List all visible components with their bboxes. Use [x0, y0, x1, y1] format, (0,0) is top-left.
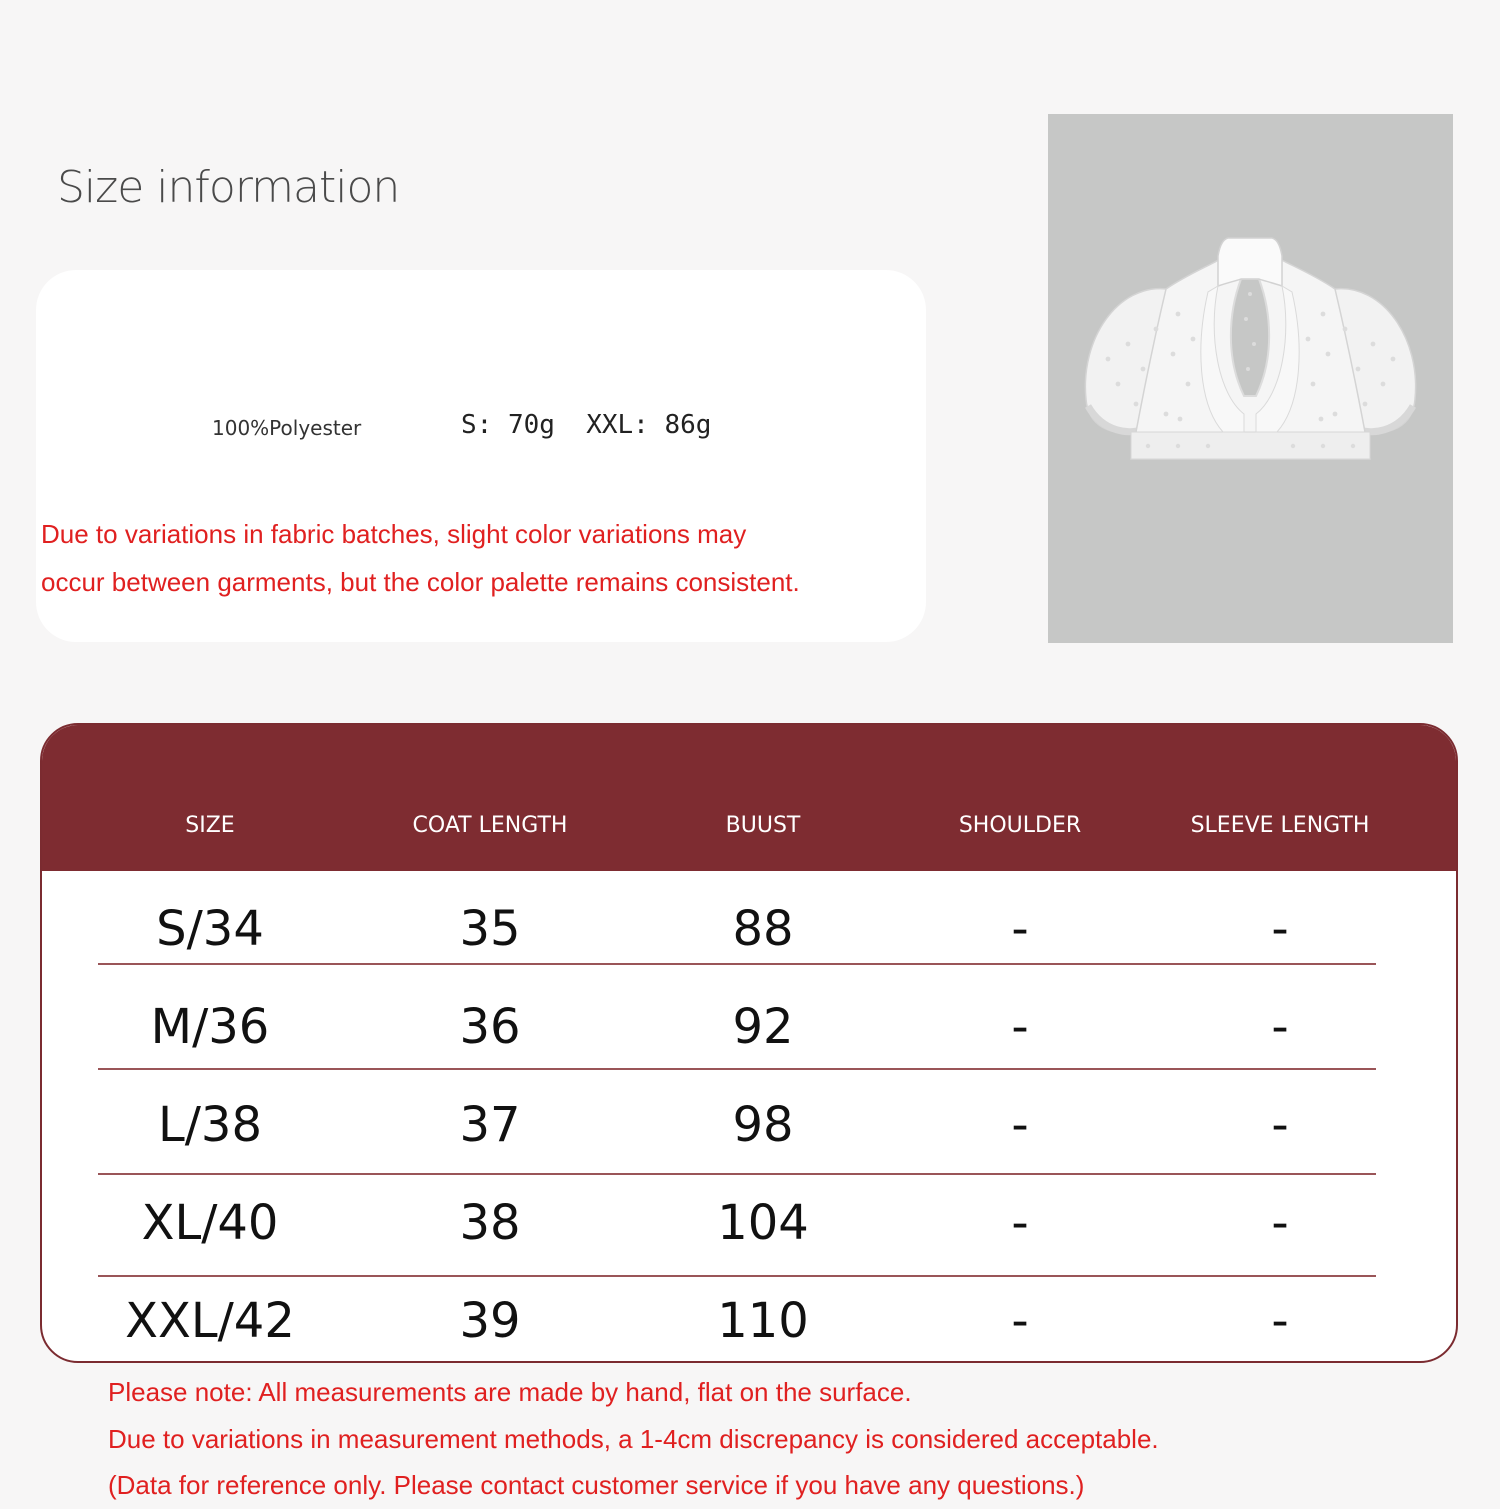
cell-coat-length: 39: [459, 1293, 521, 1349]
cell-size: XL/40: [141, 1195, 279, 1251]
cell-sleeve-length: -: [1271, 1097, 1289, 1153]
cell-coat-length: 35: [459, 901, 521, 957]
table-row: [42, 1267, 1456, 1363]
product-photo: [1048, 114, 1453, 643]
row-divider: [98, 963, 1376, 965]
cell-bust: 110: [717, 1293, 809, 1349]
column-header-bust: BUUST: [725, 813, 801, 838]
table-row: [42, 1169, 1456, 1267]
row-divider: [98, 1068, 1376, 1070]
material-info-card: [36, 270, 926, 642]
cell-sleeve-length: -: [1271, 1195, 1289, 1251]
table-row: [42, 973, 1456, 1071]
color-variation-note-line-1: Due to variations in fabric batches, slight color variations may: [41, 519, 747, 549]
cell-size: XXL/42: [125, 1293, 295, 1349]
cell-size: S/34: [156, 901, 264, 957]
cell-bust: 88: [732, 901, 794, 957]
column-header-shoulder: SHOULDER: [958, 813, 1082, 838]
garment-weight: S: 70g XXL: 86g: [461, 410, 712, 440]
measurement-note-line-3: (Data for reference only. Please contact customer service if you have any questions.): [108, 1470, 1085, 1500]
material-composition: 100%Polyester: [212, 416, 362, 440]
cell-coat-length: 38: [459, 1195, 521, 1251]
cell-sleeve-length: -: [1271, 901, 1289, 957]
cell-shoulder: -: [1011, 999, 1029, 1055]
cell-size: M/36: [150, 999, 270, 1055]
cell-coat-length: 36: [459, 999, 521, 1055]
cell-coat-length: 37: [459, 1097, 521, 1153]
cell-shoulder: -: [1011, 1097, 1029, 1153]
table-row: [42, 875, 1456, 973]
cell-shoulder: -: [1011, 901, 1029, 957]
measurement-notes: [108, 1369, 1159, 1509]
color-variation-note-line-2: occur between garments, but the color palette remains consistent.: [41, 567, 800, 597]
cell-bust: 98: [732, 1097, 794, 1153]
measurement-note-line-1: Please note: All measurements are made by hand, flat on the surface.: [108, 1377, 912, 1407]
color-variation-note: [41, 510, 961, 606]
table-row: [42, 1071, 1456, 1169]
size-chart-table: [40, 723, 1458, 1363]
cell-shoulder: -: [1011, 1293, 1029, 1349]
measurement-note-line-2: Due to variations in measurement methods, a 1-4cm discrepancy is considered acceptable.: [108, 1423, 1159, 1454]
cell-shoulder: -: [1011, 1195, 1029, 1251]
page-title: Size information: [57, 162, 400, 213]
table-header: [42, 725, 1456, 871]
column-header-coat-length: COAT LENGTH: [412, 813, 568, 838]
cell-sleeve-length: -: [1271, 1293, 1289, 1349]
cell-sleeve-length: -: [1271, 999, 1289, 1055]
column-header-size: SIZE: [185, 813, 235, 838]
cell-bust: 92: [732, 999, 794, 1055]
blouse-icon: [1048, 114, 1453, 643]
cell-bust: 104: [717, 1195, 809, 1251]
cell-size: L/38: [158, 1097, 262, 1153]
column-header-sleeve-length: SLEEVE LENGTH: [1190, 813, 1370, 838]
